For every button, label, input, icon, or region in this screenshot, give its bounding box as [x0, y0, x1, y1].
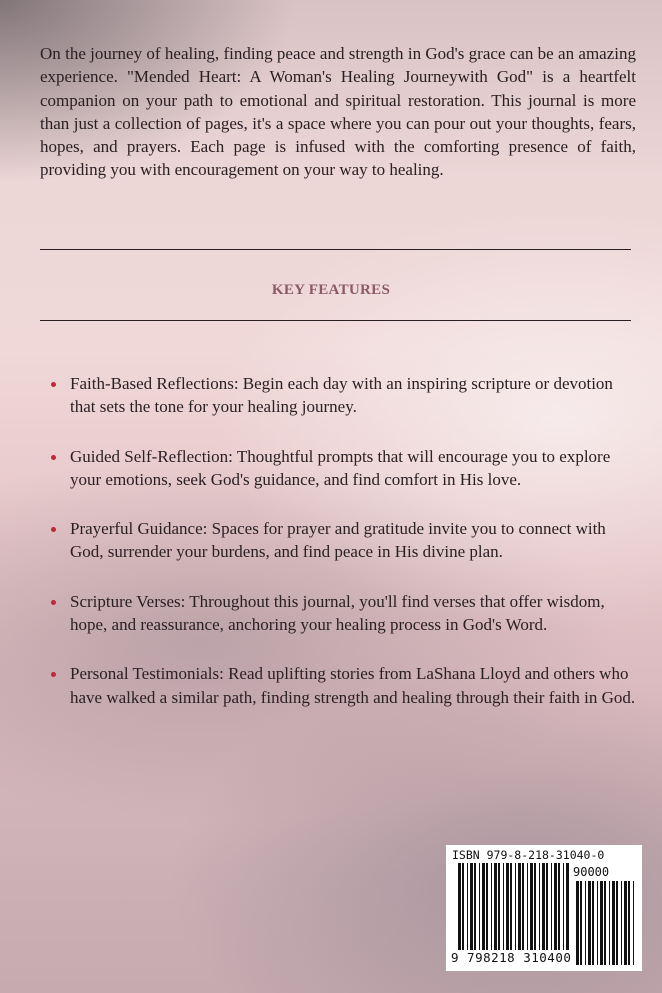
barcode-bar [621, 881, 622, 965]
barcode-bar [588, 881, 591, 965]
feature-item [48, 372, 640, 419]
barcode-bar [612, 881, 615, 965]
barcode-addon-number: 90000 [573, 865, 610, 879]
barcode-bar [585, 881, 586, 965]
divider-bottom [40, 320, 631, 321]
barcode-bar [616, 881, 618, 965]
bullet-icon [51, 455, 56, 460]
feature-item [48, 445, 640, 492]
intro-paragraph: On the journey of healing, finding peace and strength in God's grace can be an amazing experience. "Mended Heart: A Woman's Healing Journeywith God" is a heartfelt companion on your path to emotional and spiritual restoration. This journal is more than just a collection of pages, it's a space where you can pour out your thoughts, fears, hopes, and prayers. Each page is infused with the comforting presence of faith, providing you with encouragement on your way to healing. [40, 44, 636, 180]
divider-top [40, 249, 631, 250]
feature-text: Personal Testimonials: Read uplifting stories from LaShana Lloyd and others who have walked a similar path, finding strength and healing through their faith in God. [70, 664, 636, 707]
key-features-heading: KEY FEATURES [271, 282, 391, 298]
bullet-icon [51, 527, 56, 532]
barcode-bar [604, 881, 606, 965]
barcode-bar [597, 881, 598, 965]
features-list [48, 372, 640, 735]
isbn-number: ISBN 979-8-218-31040-0 [452, 848, 605, 862]
bullet-icon [51, 600, 56, 605]
bullet-icon [51, 382, 56, 387]
barcode-bar [576, 881, 579, 965]
feature-item [48, 590, 640, 637]
isbn-barcode [446, 845, 642, 971]
barcode-bar [609, 881, 610, 965]
barcode-bar [580, 881, 582, 965]
feature-text: Faith-Based Reflections: Begin each day with an inspiring scripture or devotion that sets the tone for your healing journey. [70, 374, 613, 417]
feature-text: Prayerful Guidance: Spaces for prayer and gratitude invite you to connect with God, surrender your burdens, and find peace in His divine plan. [70, 519, 606, 562]
bullet-icon [51, 672, 56, 677]
barcode-bar [600, 881, 603, 965]
barcode-bar [592, 881, 594, 965]
feature-text: Guided Self-Reflection: Thoughtful prompts that will encourage you to explore your emotions, seek God's guidance, and find comfort in His love. [70, 446, 611, 489]
barcode-digits: 9 798218 310400 [451, 950, 572, 965]
feature-item [48, 662, 640, 709]
barcode-bar [628, 881, 630, 965]
barcode-bar [624, 881, 627, 965]
feature-item [48, 517, 640, 564]
barcode-bar [633, 881, 634, 965]
feature-text: Scripture Verses: Throughout this journal, you'll find verses that offer wisdom, hope, and reassurance, anchoring your healing process in God's Word. [70, 591, 605, 635]
